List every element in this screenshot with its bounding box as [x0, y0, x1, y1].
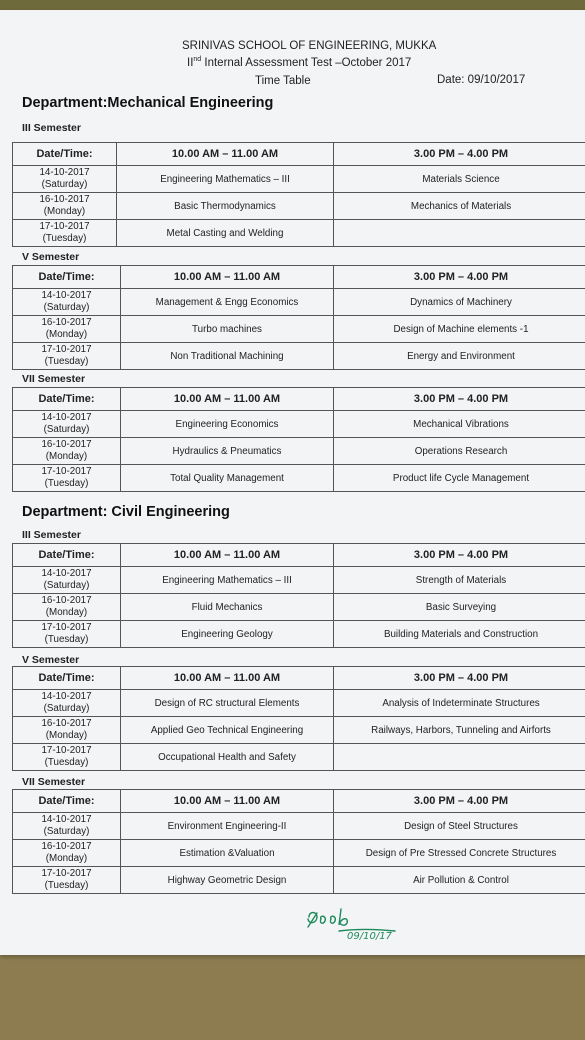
table-row — [13, 220, 585, 247]
afternoon-subject: Mechanics of Materials — [334, 193, 585, 220]
date-cell — [13, 567, 121, 594]
date-cell — [13, 744, 121, 771]
table-row — [13, 343, 585, 370]
table-row — [13, 744, 585, 771]
exam-day: (Saturday) — [43, 302, 90, 313]
handwritten-signature — [305, 905, 405, 945]
afternoon-subject: Design of Pre Stressed Concrete Structures — [334, 840, 585, 867]
date-cell — [13, 690, 121, 717]
exam-day: (Monday) — [45, 730, 88, 741]
date-time-header: Date/Time: — [13, 544, 121, 567]
exam-date: 16-10-2017 — [39, 194, 90, 205]
exam-date: 14-10-2017 — [41, 412, 92, 423]
timetable-table — [12, 543, 585, 648]
morning-slot-header: 10.00 AM – 11.00 AM — [121, 544, 334, 567]
morning-slot-header: 10.00 AM – 11.00 AM — [121, 388, 334, 411]
morning-subject: Metal Casting and Welding — [117, 220, 334, 247]
test-title-rest: Internal Assessment Test –October 2017 — [201, 56, 412, 69]
date-cell — [13, 193, 117, 220]
date-cell — [13, 166, 117, 193]
department-title: Department:Mechanical Engineering — [22, 95, 274, 111]
morning-subject: Basic Thermodynamics — [117, 193, 334, 220]
exam-day: (Monday) — [43, 206, 86, 217]
exam-date: 17-10-2017 — [41, 344, 92, 355]
timetable-table — [12, 789, 585, 894]
morning-subject: Non Traditional Machining — [121, 343, 334, 370]
date-cell — [13, 316, 121, 343]
morning-subject: Design of RC structural Elements — [121, 690, 334, 717]
date-cell — [13, 438, 121, 465]
morning-subject: Turbo machines — [121, 316, 334, 343]
semester-label: III Semester — [22, 122, 81, 134]
date-cell — [13, 717, 121, 744]
table-header-row — [13, 790, 585, 813]
table-row — [13, 166, 585, 193]
exam-day: (Saturday) — [43, 424, 90, 435]
exam-date: 16-10-2017 — [41, 595, 92, 606]
table-row — [13, 289, 585, 316]
exam-date: 14-10-2017 — [41, 691, 92, 702]
afternoon-subject: Dynamics of Machinery — [334, 289, 585, 316]
afternoon-subject: Design of Machine elements -1 — [334, 316, 585, 343]
table-row — [13, 690, 585, 717]
table-header-row — [13, 388, 585, 411]
date-cell — [13, 867, 121, 894]
table-row — [13, 567, 585, 594]
table-row — [13, 411, 585, 438]
afternoon-slot-header: 3.00 PM – 4.00 PM — [334, 544, 585, 567]
morning-subject: Management & Engg Economics — [121, 289, 334, 316]
table-row — [13, 316, 585, 343]
afternoon-subject: Building Materials and Construction — [334, 621, 585, 648]
exam-date: 14-10-2017 — [41, 814, 92, 825]
table-row — [13, 594, 585, 621]
test-roman: II — [187, 56, 194, 69]
exam-date: 16-10-2017 — [41, 718, 92, 729]
afternoon-subject: Basic Surveying — [334, 594, 585, 621]
date-cell — [13, 813, 121, 840]
afternoon-subject: Railways, Harbors, Tunneling and Airforts — [334, 717, 585, 744]
afternoon-subject: Design of Steel Structures — [334, 813, 585, 840]
table-row — [13, 867, 585, 894]
table-row — [13, 193, 585, 220]
date-cell — [13, 343, 121, 370]
table-header-row — [13, 143, 585, 166]
exam-day: (Tuesday) — [44, 880, 89, 891]
school-name: SRINIVAS SCHOOL OF ENGINEERING, MUKKA — [182, 40, 437, 52]
table-header-row — [13, 266, 585, 289]
morning-subject: Engineering Geology — [121, 621, 334, 648]
exam-date: 14-10-2017 — [41, 290, 92, 301]
exam-date: 16-10-2017 — [41, 439, 92, 450]
afternoon-slot-header: 3.00 PM – 4.00 PM — [334, 790, 585, 813]
header-date: Date: 09/10/2017 — [437, 74, 526, 86]
date-cell — [13, 594, 121, 621]
background-bottom — [0, 955, 585, 1040]
time-table-label: Time Table — [255, 75, 311, 87]
morning-subject: Environment Engineering-II — [121, 813, 334, 840]
exam-day: (Saturday) — [43, 580, 90, 591]
morning-subject: Estimation &Valuation — [121, 840, 334, 867]
exam-day: (Saturday) — [43, 826, 90, 837]
semester-label: VII Semester — [22, 373, 86, 385]
date-cell — [13, 289, 121, 316]
afternoon-slot-header: 3.00 PM – 4.00 PM — [334, 143, 585, 166]
exam-day: (Monday) — [45, 607, 88, 618]
morning-slot-header: 10.00 AM – 11.00 AM — [117, 143, 334, 166]
date-time-header: Date/Time: — [13, 790, 121, 813]
semester-label: VII Semester — [22, 776, 86, 788]
date-cell — [13, 220, 117, 247]
date-time-header: Date/Time: — [13, 266, 121, 289]
date-time-header: Date/Time: — [13, 667, 121, 690]
exam-day: (Saturday) — [43, 703, 90, 714]
afternoon-subject: Air Pollution & Control — [334, 867, 585, 894]
table-row — [13, 438, 585, 465]
table-row — [13, 813, 585, 840]
morning-slot-header: 10.00 AM – 11.00 AM — [121, 266, 334, 289]
afternoon-subject — [334, 744, 585, 771]
exam-day: (Tuesday) — [44, 757, 89, 768]
afternoon-subject: Operations Research — [334, 438, 585, 465]
timetable-table — [12, 666, 585, 771]
date-cell — [13, 840, 121, 867]
semester-label: V Semester — [22, 654, 80, 666]
exam-date: 14-10-2017 — [39, 167, 90, 178]
exam-date: 17-10-2017 — [41, 622, 92, 633]
date-time-header: Date/Time: — [13, 388, 121, 411]
exam-day: (Tuesday) — [44, 634, 89, 645]
semester-label: III Semester — [22, 529, 81, 541]
exam-day: (Monday) — [45, 451, 88, 462]
test-title — [187, 56, 411, 69]
table-row — [13, 465, 585, 492]
afternoon-subject: Materials Science — [334, 166, 585, 193]
date-cell — [13, 411, 121, 438]
afternoon-subject — [334, 220, 585, 247]
morning-subject: Engineering Mathematics – III — [117, 166, 334, 193]
timetable-table — [12, 265, 585, 370]
morning-subject: Total Quality Management — [121, 465, 334, 492]
morning-slot-header: 10.00 AM – 11.00 AM — [121, 667, 334, 690]
svg-text:09/10/17: 09/10/17 — [347, 931, 392, 942]
exam-date: 16-10-2017 — [41, 841, 92, 852]
date-cell — [13, 621, 121, 648]
exam-day: (Monday) — [45, 329, 88, 340]
morning-subject: Occupational Health and Safety — [121, 744, 334, 771]
test-superscript: nd — [193, 56, 202, 63]
timetable-table — [12, 142, 585, 247]
timetable-table — [12, 387, 585, 492]
exam-date: 17-10-2017 — [39, 221, 90, 232]
date-time-header: Date/Time: — [13, 143, 117, 166]
table-header-row — [13, 544, 585, 567]
morning-subject: Fluid Mechanics — [121, 594, 334, 621]
exam-date: 17-10-2017 — [41, 868, 92, 879]
department-title: Department: Civil Engineering — [22, 504, 230, 520]
morning-subject: Applied Geo Technical Engineering — [121, 717, 334, 744]
afternoon-subject: Product life Cycle Management — [334, 465, 585, 492]
morning-subject: Hydraulics & Pneumatics — [121, 438, 334, 465]
morning-subject: Engineering Mathematics – III — [121, 567, 334, 594]
date-cell — [13, 465, 121, 492]
table-row — [13, 840, 585, 867]
afternoon-slot-header: 3.00 PM – 4.00 PM — [334, 388, 585, 411]
afternoon-subject: Analysis of Indeterminate Structures — [334, 690, 585, 717]
exam-day: (Tuesday) — [44, 356, 89, 367]
exam-date: 17-10-2017 — [41, 745, 92, 756]
afternoon-slot-header: 3.00 PM – 4.00 PM — [334, 266, 585, 289]
exam-day: (Tuesday) — [44, 478, 89, 489]
semester-label: V Semester — [22, 251, 80, 263]
table-header-row — [13, 667, 585, 690]
table-row — [13, 717, 585, 744]
table-row — [13, 621, 585, 648]
exam-date: 16-10-2017 — [41, 317, 92, 328]
exam-day: (Monday) — [45, 853, 88, 864]
exam-date: 14-10-2017 — [41, 568, 92, 579]
exam-day: (Saturday) — [41, 179, 88, 190]
morning-subject: Engineering Economics — [121, 411, 334, 438]
afternoon-slot-header: 3.00 PM – 4.00 PM — [334, 667, 585, 690]
morning-subject: Highway Geometric Design — [121, 867, 334, 894]
exam-date: 17-10-2017 — [41, 466, 92, 477]
afternoon-subject: Strength of Materials — [334, 567, 585, 594]
afternoon-subject: Mechanical Vibrations — [334, 411, 585, 438]
exam-day: (Tuesday) — [42, 233, 87, 244]
morning-slot-header: 10.00 AM – 11.00 AM — [121, 790, 334, 813]
afternoon-subject: Energy and Environment — [334, 343, 585, 370]
